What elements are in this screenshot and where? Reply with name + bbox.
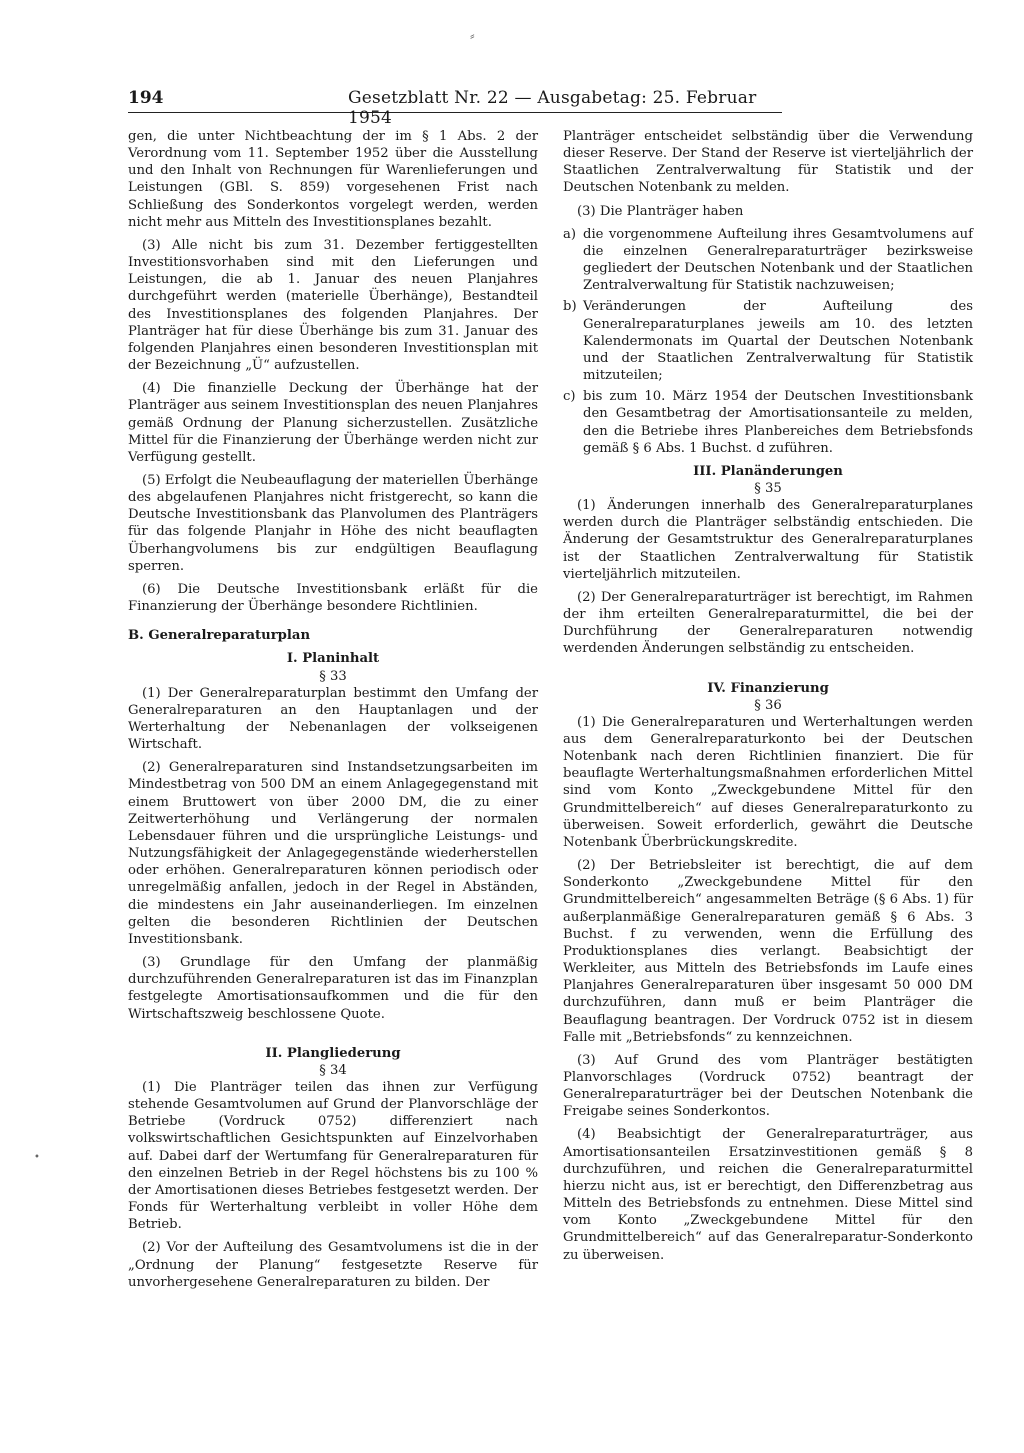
list-marker-a: a)	[563, 226, 577, 242]
section-36-paragraph-1: (1) Die Generalreparaturen und Werterhaltungen werden aus dem Generalreparaturkonto bei der Deutschen Notenbank nach deren Richtlinien finanziert. Die für beauflagte Werterhaltungsmaßnahmen erforderlichen Mittel sind vom Konto „Zweckgebundene Mittel für den Grundmittelbereich“ auf dieses Generalreparaturkonto zu überweisen. Soweit erforderlich, gewährt die Deutsche Notenbank Überbrückungskredite.	[563, 714, 973, 850]
paragraph-3: (3) Alle nicht bis zum 31. Dezember fertiggestellten Investitionsvorhaben sind mit den Lieferungen und Leistungen, die ab 1. Januar des neuen Planjahres durchgeführt werden (materielle Überhänge), Bestandteil des Investitionsplanes des folgenden Planjahres. Der Planträger hat für diese Überhänge bis zum 31. Januar des folgenden Planjahres einen besonderen Investitionsplan mit der Bezeichnung „Ü“ aufzustellen.	[128, 237, 538, 374]
list-marker-c: c)	[563, 389, 576, 405]
page-header	[128, 88, 782, 128]
section-36: § 36	[754, 697, 782, 713]
running-title: Gesetzblatt Nr. 22 — Ausgabetag: 25. Februar 1954	[348, 88, 757, 128]
section-34: § 34	[319, 1062, 347, 1078]
section-34-paragraph-2: (2) Vor der Aufteilung des Gesamtvolumens ist die in der „Ordnung der Planung“ festgesetzte Reserve für unvorhergesehene Generalreparaturen zu bilden. Der	[128, 1240, 538, 1290]
section-36-paragraph-2: (2) Der Betriebsleiter ist berechtigt, die auf dem Sonderkonto „Zweckgebundene Mittel für den Grundmittelbereich“ angesammelten Beträge (§ 6 Abs. 1) für außerplanmäßige Generalreparaturen gemäß § 6 Abs. 3 Buchst. f zu verwenden, wenn die Erfüllung des Produktionsplanes dies verlangt. Beabsichtigt der Werkleiter, aus Mitteln des Betriebsfonds im Laufe eines Planjahres Generalreparaturen über insgesamt 50 000 DM durchzuführen, dann muß er beim Planträger die Beauflagung beantragen. Der Vordruck 0752 ist in diesem Falle mit „Betriebsfonds“ zu kennzeichnen.	[563, 858, 973, 1045]
paragraph-5: (5) Erfolgt die Neubeauflagung der materiellen Überhänge des abgelaufenen Planjahres nicht fristgerecht, so kann die Deutsche Investitionsbank das Planvolumen des Planträgers für das folgende Planjahr in Höhe des nicht beauflagten Überhangvolumens bis zur endgültigen Beauflagung sperren.	[128, 472, 538, 574]
section-34-paragraph-3-intro: (3) Die Planträger haben	[577, 203, 744, 219]
list-text-a: die vorgenommene Aufteilung ihres Gesamtvolumens auf die einzelnen Generalreparaturträger bezirksweise gegliedert der Deutschen Notenbank und der Staatlichen Zentralverwaltung für Statistik nachzuweisen;	[583, 226, 973, 294]
heading-b-generalreparaturplan: B. Generalreparaturplan	[128, 628, 311, 644]
section-33: § 33	[319, 668, 347, 684]
heading-iii-planaenderungen: III. Planänderungen	[693, 463, 843, 479]
scan-mark-top: ⸗	[470, 28, 475, 44]
list-item-a	[563, 226, 973, 295]
intro-paragraph: gen, die unter Nichtbeachtung der im § 1 Abs. 2 der Verordnung vom 11. September 1952 über die Ausstellung und den Inhalt von Rechnungen für Warenlieferungen und Leistungen (GBl. S. 859) vorgesehenen Frist nach Schließung des Sonderkontos vorgelegt werden, werden nicht mehr aus Mitteln des Investitionsplanes bezahlt.	[128, 129, 538, 230]
page-number: 194	[128, 88, 164, 108]
right-column	[563, 128, 973, 1270]
paragraph-6: (6) Die Deutsche Investitionsbank erläßt für die Finanzierung der Überhänge besondere Richtlinien.	[128, 581, 538, 615]
list-item-b	[563, 298, 973, 384]
scan-dot-left: •	[34, 1152, 40, 1163]
heading-iv-finanzierung: IV. Finanzierung	[707, 680, 829, 696]
section-33-paragraph-1: (1) Der Generalreparaturplan bestimmt den Umfang der Generalreparaturen an den Hauptanlagen und der Werterhaltung der Nebenanlagen der volkseigenen Wirtschaft.	[128, 685, 538, 753]
continuation-paragraph: Planträger entscheidet selbständig über die Verwendung dieser Reserve. Der Stand der Reserve ist vierteljährlich der Staatlichen Zentralverwaltung für Statistik und der Deutschen Notenbank zu melden.	[563, 129, 973, 196]
list-marker-b: b)	[563, 299, 577, 315]
paragraph-4: (4) Die finanzielle Deckung der Überhänge hat der Planträger aus seinem Investitionsplan des neuen Planjahres gemäß Ordnung der Planung sicherzustellen. Zusätzliche Mittel für die Finanzierung der Überhänge werden nicht zur Verfügung gestellt.	[128, 381, 538, 465]
list-item-c	[563, 388, 973, 457]
section-35-paragraph-2: (2) Der Generalreparaturträger ist berechtigt, im Rahmen der ihm erteilten Generalreparaturmittel, die bei der Durchführung der Generalreparaturen notwendig werdenden Änderungen selbständig zu entscheiden.	[563, 589, 973, 657]
section-33-paragraph-2: (2) Generalreparaturen sind Instandsetzungsarbeiten im Mindestbetrag von 500 DM an einem Anlagegegenstand mit einem Bruttowert von über 2000 DM, die zu einer Zeitwerterhöhung und Verlängerung der normalen Lebensdauer führen und die ursprüngliche Leistungs- und Nutzungsfähigkeit der Anlagegegenstände wiederherstellen oder erhöhen. Generalreparaturen können periodisch oder unregelmäßig anfallen, jedoch in der Regel in Abständen, die mindestens ein Jahr auseinanderliegen. Im einzelnen gelten die besonderen Richtlinien der Deutschen Investitionsbank.	[128, 760, 538, 947]
list-text-b: Veränderungen der Aufteilung des Generalreparaturplanes jeweils am 10. des letzten Kalendermonats im Quartal der Deutschen Notenbank und der Staatlichen Zentralverwaltung für Statistik mitzuteilen;	[583, 299, 973, 384]
heading-ii-plangliederung: II. Plangliederung	[265, 1045, 401, 1061]
left-column	[128, 128, 538, 1297]
section-34-paragraph-1: (1) Die Planträger teilen das ihnen zur Verfügung stehende Gesamtvolumen auf Grund der Planvorschläge der Betriebe (Vordruck 0752) differenziert nach volkswirtschaftlichen Gesichtspunkten auf Einzelvorhaben auf. Dabei darf der Wertumfang für Generalreparaturen für den einzelnen Betrieb in der Regel höchstens bis zu 100 % der Amortisationen dieses Betriebes festgesetzt werden. Der Fonds für Werterhaltung verbleibt in voller Höhe dem Betrieb.	[128, 1079, 538, 1233]
list-text-c: bis zum 10. März 1954 der Deutschen Investitionsbank den Gesamtbetrag der Amortisationsanteile zu melden, den die Betriebe ihres Planbereiches dem Betriebsfonds gemäß § 6 Abs. 1 Buchst. d zuführen.	[583, 389, 973, 456]
section-33-paragraph-3: (3) Grundlage für den Umfang der planmäßig durchzuführenden Generalreparaturen ist das im Finanzplan festgelegte Amortisationsaufkommen und die für den Wirtschaftszweig beschlossene Quote.	[128, 955, 538, 1022]
section-36-paragraph-3: (3) Auf Grund des vom Planträger bestätigten Planvorschlages (Vordruck 0752) beantragt der Generalreparaturträger bei der Deutschen Notenbank die Freigabe seines Sonderkontos.	[563, 1052, 973, 1120]
section-35: § 35	[754, 480, 782, 496]
heading-i-planinhalt: I. Planinhalt	[286, 651, 380, 667]
section-36-paragraph-4: (4) Beabsichtigt der Generalreparaturträger, aus Amortisationsanteilen Ersatzinvestitionen gemäß § 8 durchzuführen, und reichen die Generalreparaturmittel hierzu nicht aus, ist er berechtigt, den Differenzbetrag aus Mitteln des Betriebsfonds zu entnehmen. Diese Mittel sind vom Konto „Zweckgebundene Mittel für den Grundmittelbereich“ auf das Generalreparatur-Sonderkonto zu überweisen.	[563, 1127, 973, 1263]
section-35-paragraph-1: (1) Änderungen innerhalb des Generalreparaturplanes werden durch die Planträger selbständig entschieden. Die Änderung der Gesamtstruktur des Generalreparaturplanes ist der Staatlichen Zentralverwaltung für Statistik vierteljährlich mitzuteilen.	[563, 498, 973, 582]
